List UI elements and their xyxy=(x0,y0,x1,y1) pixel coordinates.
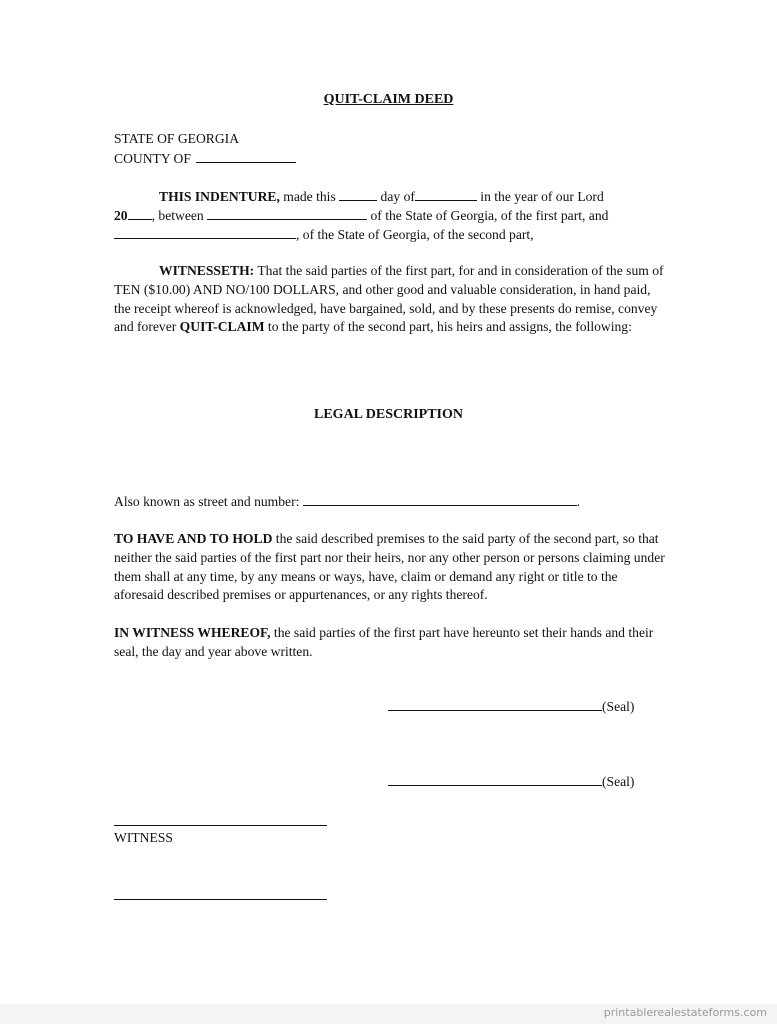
county-label: COUNTY OF xyxy=(114,151,191,166)
legal-description-heading: LEGAL DESCRIPTION xyxy=(314,407,463,422)
habendum-lead: TO HAVE AND TO HOLD xyxy=(114,531,273,546)
witness-whereof-lead: IN WITNESS WHEREOF, xyxy=(114,625,271,640)
second-party-state-text: , of the State of Georgia, of the second part, xyxy=(296,227,534,242)
county-line xyxy=(114,149,296,169)
footer-bar xyxy=(0,1004,777,1024)
made-this-text: made this xyxy=(279,189,340,204)
county-blank[interactable] xyxy=(196,149,296,163)
second-party-blank[interactable] xyxy=(114,225,296,239)
quit-claim-bold: QUIT-CLAIM xyxy=(179,319,265,335)
year-prefix: 20 xyxy=(114,208,128,223)
day-of-text: day of xyxy=(377,189,415,204)
year-of-lord-text: in the year of our Lord xyxy=(476,189,604,204)
footer-watermark: printablerealestateforms.com xyxy=(603,1006,767,1019)
indenture-lead: THIS INDENTURE, xyxy=(159,189,280,204)
year-blank[interactable] xyxy=(128,206,152,220)
first-party-state-text: of the State of Georgia, of the first part, and xyxy=(367,208,609,223)
first-party-blank[interactable] xyxy=(207,206,367,220)
second-witness-signature-line[interactable] xyxy=(114,899,327,900)
habendum-text: the said described premises to the said party of the second part, so that neither the said parties of the first part nor their heirs, nor any other person or persons claiming under them shall at any time, by any means or ways, have, claim or demand any right or title to the aforesaid described premises or appurtenances, or any rights thereof. xyxy=(114,531,665,603)
witness-label: WITNESS xyxy=(114,830,173,845)
witness-whereof-paragraph xyxy=(114,624,666,662)
seal-signature-1-line[interactable] xyxy=(388,698,602,711)
habendum-paragraph xyxy=(114,530,666,605)
witnesseth-lead: WITNESSETH: xyxy=(159,263,255,278)
state-line: STATE OF GEORGIA xyxy=(114,131,240,146)
seal-label-1: (Seal) xyxy=(602,699,635,714)
witnesseth-text-2: to the party of the second part, his heirs and assigns, the following: xyxy=(264,319,632,335)
street-label: Also known as street and number: xyxy=(114,494,303,509)
street-end: . xyxy=(576,494,581,509)
witness-signature-line[interactable] xyxy=(114,825,327,826)
document-title: QUIT-CLAIM DEED xyxy=(323,92,454,107)
seal-signature-2-line[interactable] xyxy=(388,773,602,786)
seal-label-2: (Seal) xyxy=(602,774,635,789)
witness-whereof-text: the said parties of the first part have hereunto set their hands and their seal, the day and year above written. xyxy=(114,625,654,659)
street-line xyxy=(114,492,580,512)
indenture-line-1 xyxy=(159,187,604,207)
witnesseth-paragraph xyxy=(114,262,666,337)
indenture-line-3 xyxy=(114,225,534,245)
witnesseth-text-1: That the said parties of the first part, for and in consideration of the sum of TEN ($10.00) AND NO/100 DOLLARS, and other good and valuable consideration, in hand paid, the receipt whereof is acknowledged, have bargained, sold, and by these presents do remise, convey and forever xyxy=(114,263,664,335)
seal-signature-2 xyxy=(388,773,634,792)
indenture-line-2 xyxy=(114,206,608,226)
street-blank[interactable] xyxy=(303,492,577,506)
day-blank[interactable] xyxy=(339,187,377,201)
seal-signature-1 xyxy=(388,698,634,717)
month-blank[interactable] xyxy=(415,187,477,201)
between-text: , between xyxy=(151,208,208,223)
